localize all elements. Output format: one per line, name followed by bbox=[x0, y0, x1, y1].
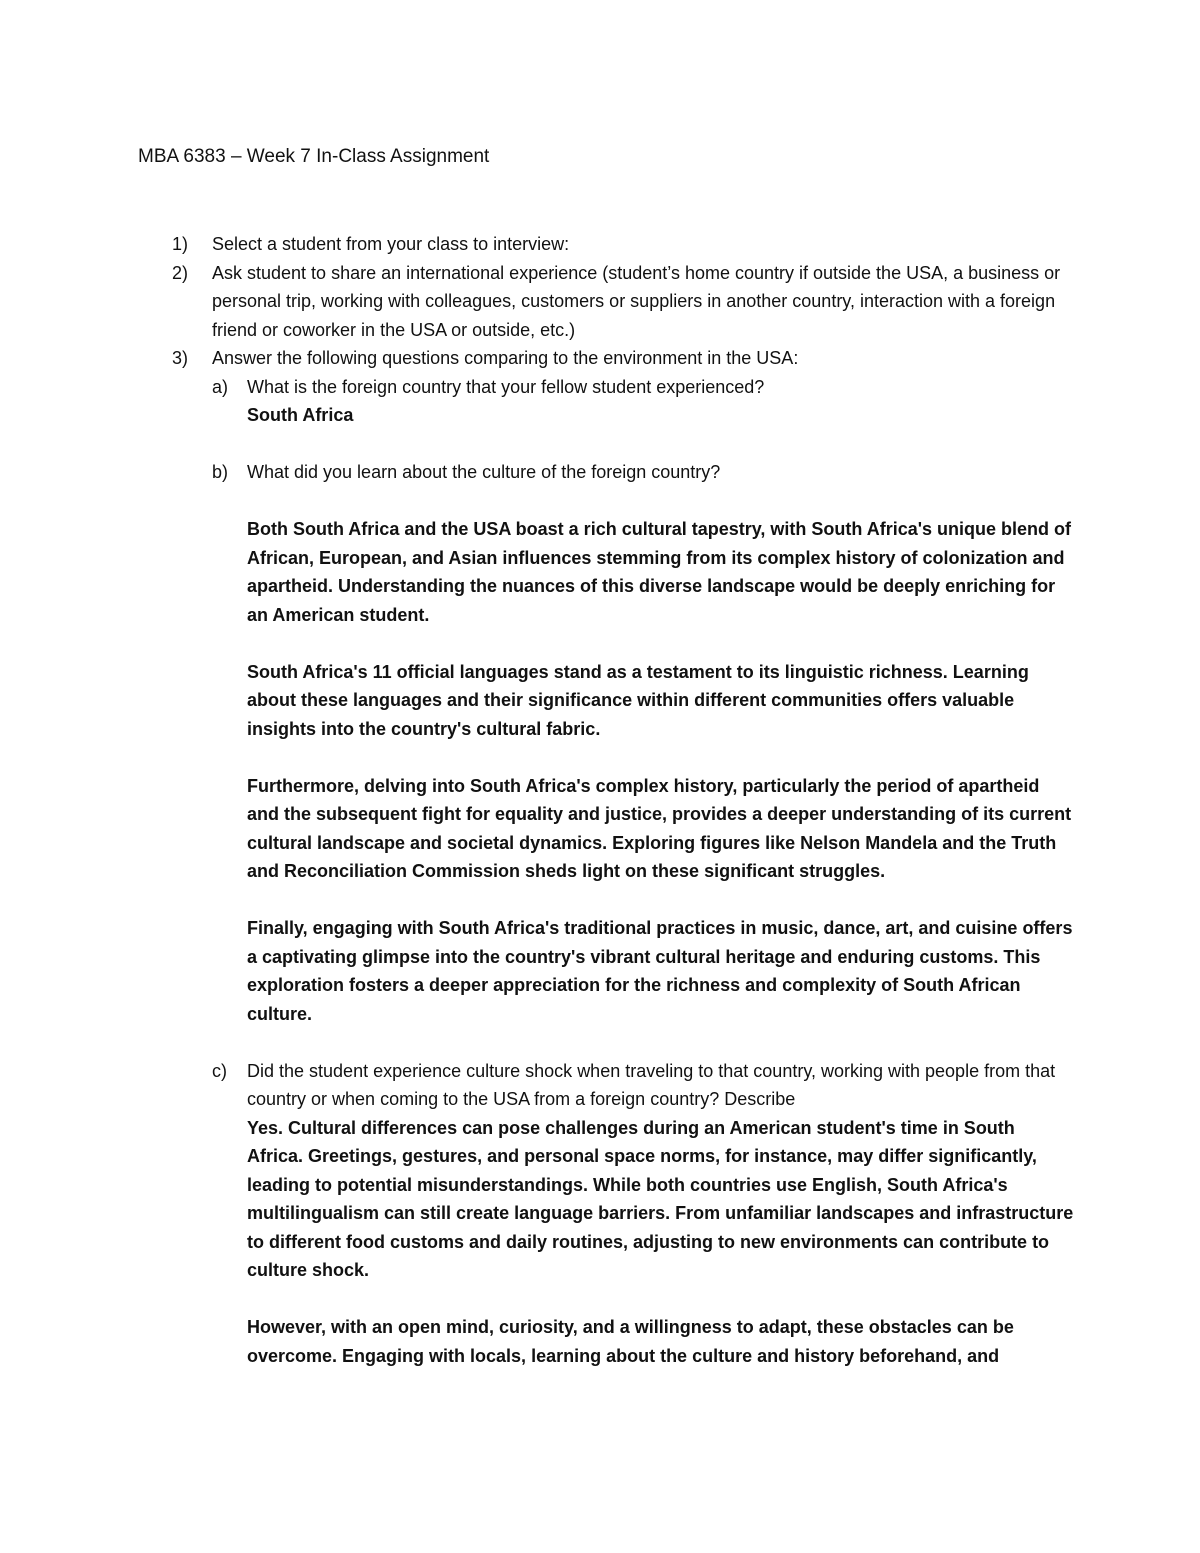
list-item-text: Answer the following questions comparing to the environment in the USA: bbox=[212, 348, 799, 368]
list-item-1 bbox=[0, 230, 1074, 259]
question-c bbox=[0, 1057, 1074, 1371]
document-title: MBA 6383 – Week 7 In-Class Assignment bbox=[138, 146, 490, 167]
question-letter: a) bbox=[212, 376, 229, 397]
question-b bbox=[0, 458, 1074, 1028]
answer-paragraph: Yes. Cultural differences can pose challenges during an American student's time in South Africa. Greetings, gestures, and personal space norms, for instance, may differ significantly, leading to potential misunderstandings. While both countries use English, South Africa's multilingualism can still create language barriers. From unfamiliar landscapes and infrastructure to different food customs and daily routines, adjusting to new environments can contribute to culture shock. bbox=[247, 1117, 1074, 1280]
question-letter: c) bbox=[212, 1060, 227, 1081]
question-letter: b) bbox=[212, 462, 229, 482]
answer-text: South Africa bbox=[247, 405, 354, 425]
list-number: 2) bbox=[172, 262, 189, 283]
answer-paragraph: Finally, engaging with South Africa's traditional practices in music, dance, art, and cuisine offers a captivating glimpse into the country's vibrant cultural heritage and enduring customs. This exploration fosters a deeper appreciation for the richness and complexity of South African culture. bbox=[247, 918, 1073, 1024]
list-item-3 bbox=[0, 344, 1074, 373]
answer-paragraph: However, with an open mind, curiosity, and a willingness to adapt, these obstacles can be overcome. Engaging with locals, learning about the culture and history beforehand, and bbox=[247, 1317, 1014, 1366]
list-item-2 bbox=[0, 259, 1074, 345]
answer-paragraph: Furthermore, delving into South Africa's complex history, particularly the period of apartheid and the subsequent fight for equality and justice, provides a deeper understanding of its current cultural landscape and societal dynamics. Exploring figures like Nelson Mandela and the Truth and Reconciliation Commission sheds light on these significant struggles. bbox=[247, 775, 1072, 881]
list-item-text: Select a student from your class to interview: bbox=[212, 234, 570, 254]
question-a bbox=[0, 373, 1074, 430]
list-item-text: Ask student to share an international experience (student’s home country if outside the USA, a business or personal trip, working with colleagues, customers or suppliers in another country, interaction with a foreign friend or coworker in the USA or outside, etc.) bbox=[212, 262, 1061, 340]
document-body bbox=[0, 230, 1200, 1370]
list-number: 3) bbox=[172, 348, 189, 368]
answer-paragraph: South Africa's 11 official languages stand as a testament to its linguistic richness. Learning about these languages and their significance within different communities offers valuable insights into the country's cultural fabric. bbox=[247, 661, 1029, 739]
question-text: What did you learn about the culture of the foreign country? bbox=[247, 462, 721, 482]
answer-paragraph: Both South Africa and the USA boast a rich cultural tapestry, with South Africa's unique blend of African, European, and Asian influences stemming from its complex history of colonization and apartheid. Understanding the nuances of this diverse landscape would be deeply enriching for an American student. bbox=[247, 519, 1072, 625]
list-number: 1) bbox=[172, 234, 189, 254]
question-text: What is the foreign country that your fellow student experienced? bbox=[247, 376, 765, 397]
question-text: Did the student experience culture shock when traveling to that country, working with people from that country or when coming to the USA from a foreign country? Describe bbox=[247, 1060, 1056, 1109]
